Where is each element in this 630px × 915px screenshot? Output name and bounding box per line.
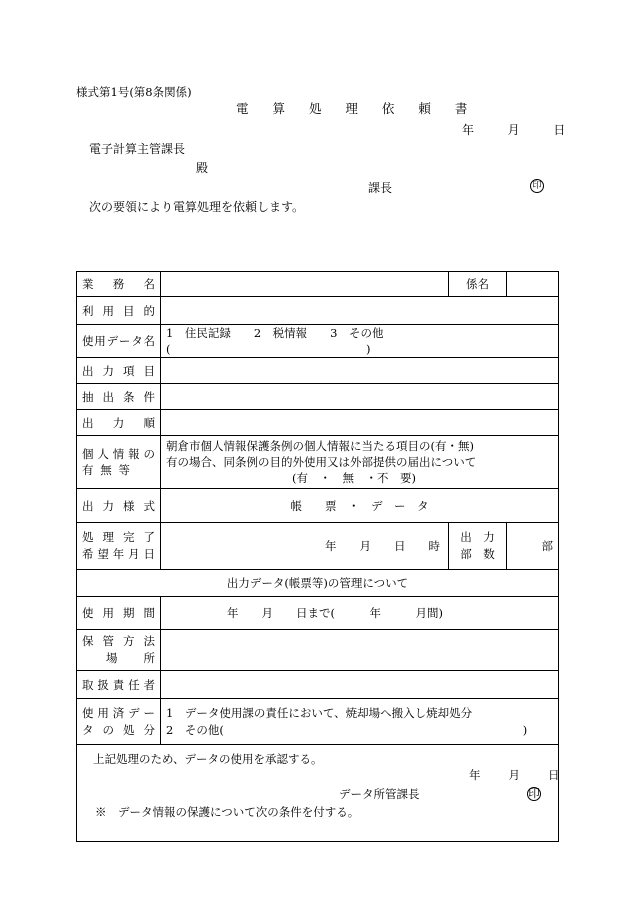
label-copies (449, 523, 507, 570)
personal-info-line-2: 有の場合、同条例の目的外使用又は外部提供の届出について (166, 455, 477, 469)
requester-title: 課長 (368, 181, 393, 195)
extract-conditions-field[interactable] (161, 384, 559, 410)
purpose-field[interactable] (161, 297, 559, 325)
honorific: 殿 (196, 161, 209, 175)
approval-date (469, 770, 560, 782)
approval-year: 年 (469, 768, 481, 782)
output-items-field[interactable] (161, 358, 559, 384)
management-section-heading: 出力データ(帳票等)の管理について (77, 570, 559, 597)
section-name-field[interactable] (507, 272, 559, 297)
row-completion-date (77, 523, 559, 570)
row-extract-conditions (77, 384, 559, 410)
row-section-heading (77, 570, 559, 597)
label-responsible: 取扱責任者 (77, 671, 161, 699)
label-disposal-1: 使用済デー (82, 705, 155, 720)
row-approval (77, 745, 559, 842)
request-form-table (76, 271, 559, 842)
label-personal-info (77, 436, 161, 489)
personal-info-line-1: 朝倉市個人情報保護条例の個人情報に当たる項目の(有・無) (166, 439, 474, 453)
approval-section (77, 745, 559, 842)
label-disposal (77, 699, 161, 745)
label-copies-2: 部 数 (460, 547, 495, 561)
disposal-option-2: 2 その他( ) (166, 722, 528, 737)
label-data-name: 使用データ名 (77, 325, 161, 358)
label-personal-info-2: 有無等 (82, 463, 130, 477)
approval-month: 月 (508, 768, 520, 782)
output-order-field[interactable] (161, 410, 559, 436)
label-completion-2: 希望年月日 (82, 547, 155, 561)
storage-field[interactable] (161, 630, 559, 671)
row-output-items (77, 358, 559, 384)
label-extract-conditions: 抽出条件 (77, 384, 161, 410)
row-output-order (77, 410, 559, 436)
recipient: 電子計算主管課長 (89, 142, 186, 156)
data-name-options[interactable]: 1 住民記録 2 税情報 3 その他( ) (161, 325, 559, 358)
personal-info-line-3: (有 ・ 無 ・不 要) (292, 471, 416, 485)
approval-text: 上記処理のため、データの使用を承認する。 (93, 752, 323, 766)
label-personal-info-1: 個人情報の (82, 447, 155, 461)
document-title: 電 算 処 理 依 頼 書 (236, 101, 478, 116)
label-storage (77, 630, 161, 671)
business-name-field[interactable] (161, 272, 449, 297)
label-storage-1: 保管方法 (82, 634, 155, 648)
personal-info-field[interactable] (161, 436, 559, 489)
approval-day: 日 (548, 768, 560, 782)
row-usage-period (77, 597, 559, 630)
label-completion-1: 処理完了 (82, 530, 155, 544)
intro-text: 次の要領により電算処理を依頼します。 (89, 200, 305, 214)
completion-date-field[interactable]: 年 月 日 時 (161, 523, 449, 570)
label-storage-2: 場 所 (106, 651, 155, 665)
label-usage-period: 使用期間 (77, 597, 161, 630)
row-disposal (77, 699, 559, 745)
label-completion-date (77, 523, 161, 570)
date-year: 年 (462, 123, 475, 137)
row-responsible (77, 671, 559, 699)
row-business-name (77, 272, 559, 297)
request-date (462, 124, 565, 136)
label-output-format: 出力様式 (77, 489, 161, 523)
copies-field[interactable]: 部 (507, 523, 559, 570)
label-copies-1: 出 力 (460, 530, 495, 544)
label-output-items: 出力項目 (77, 358, 161, 384)
seal-mark: 印 (530, 179, 544, 193)
row-purpose (77, 297, 559, 325)
usage-period-field[interactable]: 年 月 日まで( 年 月間) (161, 597, 559, 630)
responsible-field[interactable] (161, 671, 559, 699)
output-format-options[interactable]: 帳 票 ・ デ ー タ (161, 489, 559, 523)
row-data-name (77, 325, 559, 358)
approval-seal: 印 (528, 786, 540, 801)
approval-manager: データ所管課長 (339, 787, 420, 801)
disposal-option-1: 1 データ使用課の責任において、焼却場へ搬入し焼却処分 (166, 705, 473, 720)
label-purpose: 利用目的 (77, 297, 161, 325)
label-section-name: 係名 (449, 272, 507, 297)
label-disposal-2: タの処分 (82, 722, 155, 737)
row-storage (77, 630, 559, 671)
row-personal-info (77, 436, 559, 489)
date-day: 日 (553, 123, 566, 137)
approval-note: ※ データ情報の保護について次の条件を付する。 (95, 805, 360, 819)
label-output-order: 出 力 順 (77, 410, 161, 436)
form-number: 様式第1号(第8条関係) (76, 85, 192, 99)
label-business-name: 業 務 名 (77, 272, 161, 297)
row-output-format (77, 489, 559, 523)
disposal-options[interactable] (161, 699, 559, 745)
date-month: 月 (507, 123, 520, 137)
